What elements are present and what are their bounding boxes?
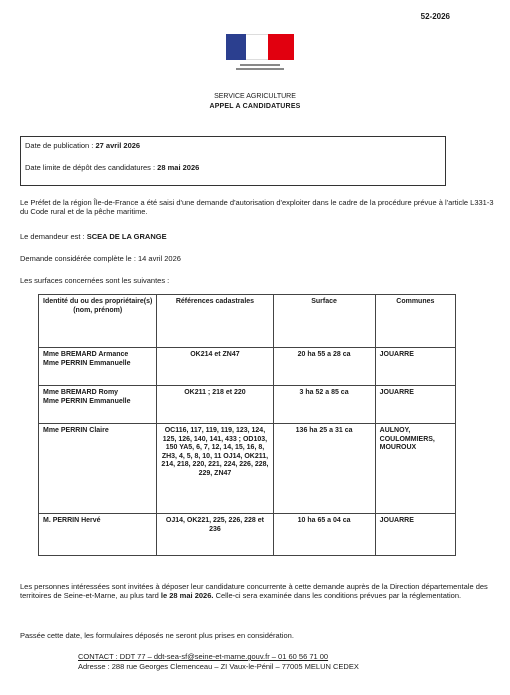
cadastre-cell: OK211 ; 218 et 220	[157, 386, 273, 424]
table-row	[39, 424, 456, 514]
table-row	[39, 514, 456, 556]
table-row	[39, 386, 456, 424]
parcels-table	[38, 294, 456, 556]
document-title: APPEL A CANDIDATURES	[209, 103, 301, 110]
publication-date: Date de publication : 27 avril 2026	[25, 141, 141, 150]
closing-paragraph: Les personnes intéressées sont invitées à déposer leur candidature concurrente à cette demande auprès de la Direction départementale des territoires de Seine-et-Marne, au plus tard le 28 mai 2026. Celle-ci sera examinée dans les conditions prévues par la réglementation.	[20, 582, 488, 600]
owner-cell: Mme PERRIN Claire	[39, 424, 157, 514]
surface-cell: 136 ha 25 a 31 ca	[273, 424, 375, 514]
header-surface: Surface	[273, 295, 375, 348]
owner-cell: Mme BREMARD Romy Mme PERRIN Emmanuelle	[39, 386, 157, 424]
flag-icon	[226, 34, 294, 60]
commune-cell: JOUARRE	[375, 348, 455, 386]
commune-cell: AULNOY, COULOMMIERS, MOUROUX	[375, 424, 455, 514]
table-row	[39, 348, 456, 386]
header-commune: Communes	[375, 295, 455, 348]
cadastre-cell: OC116, 117, 119, 119, 123, 124, 125, 126, 140, 141, 433 ; OD103, 150 YA5, 6, 7, 12, 14, 15, 16, 8, ZH3, 4, 5, 8, 10, 11 OJ14, OK211, 214, 218, 220, 221, 224, 226, 228, 229, ZN47	[157, 424, 273, 514]
cadastre-cell: OJ14, OK221, 225, 226, 228 et 236	[157, 514, 273, 556]
commune-cell: JOUARRE	[375, 514, 455, 556]
address-line: Adresse : 288 rue Georges Clemenceau – ZI Vaux-le-Pénil – 77005 MELUN CEDEX	[78, 662, 359, 671]
agency-line-2	[236, 68, 284, 70]
republic-logo	[226, 34, 294, 70]
table-header-row	[39, 295, 456, 348]
contact-line: CONTACT : DDT 77 – ddt-sea-sf@seine-et-marne.gouv.fr – 01 60 56 71 00	[78, 652, 329, 661]
applicant-line: Le demandeur est : SCEA DE LA GRANGE	[20, 232, 167, 241]
parcels-intro: Les surfaces concernées sont les suivantes :	[20, 276, 170, 285]
agency-line-1	[240, 64, 280, 66]
surface-cell: 20 ha 55 a 28 ca	[273, 348, 375, 386]
commune-cell: JOUARRE	[375, 386, 455, 424]
header-cadastre: Références cadastrales	[157, 295, 273, 348]
intro-paragraph: Le Préfet de la région Île-de-France a été saisi d'une demande d'autorisation d'exploiter dans le cadre de la procédure prévue à l'article L331-3 du Code rural et de la pêche maritime.	[20, 198, 494, 216]
surface-cell: 3 ha 52 a 85 ca	[273, 386, 375, 424]
closing-note: Passée cette date, les formulaires déposés ne seront plus prises en considération.	[20, 631, 294, 640]
document-reference: 52-2026	[420, 12, 450, 21]
header-owner: Identité du ou des propriétaire(s) (nom, prénom)	[39, 295, 157, 348]
document-heading	[0, 92, 510, 112]
owner-cell: M. PERRIN Hervé	[39, 514, 157, 556]
dates-box	[20, 136, 446, 186]
request-complete-line: Demande considérée complète le : 14 avril 2026	[20, 254, 181, 263]
cadastre-cell: OK214 et ZN47	[157, 348, 273, 386]
contact-block	[78, 652, 359, 672]
service-name: SERVICE AGRICULTURE	[214, 93, 296, 100]
owner-cell: Mme BREMARD Armance Mme PERRIN Emmanuelle	[39, 348, 157, 386]
surface-cell: 10 ha 65 a 04 ca	[273, 514, 375, 556]
deadline-date: Date limite de dépôt des candidatures : 28 mai 2026	[25, 163, 200, 172]
